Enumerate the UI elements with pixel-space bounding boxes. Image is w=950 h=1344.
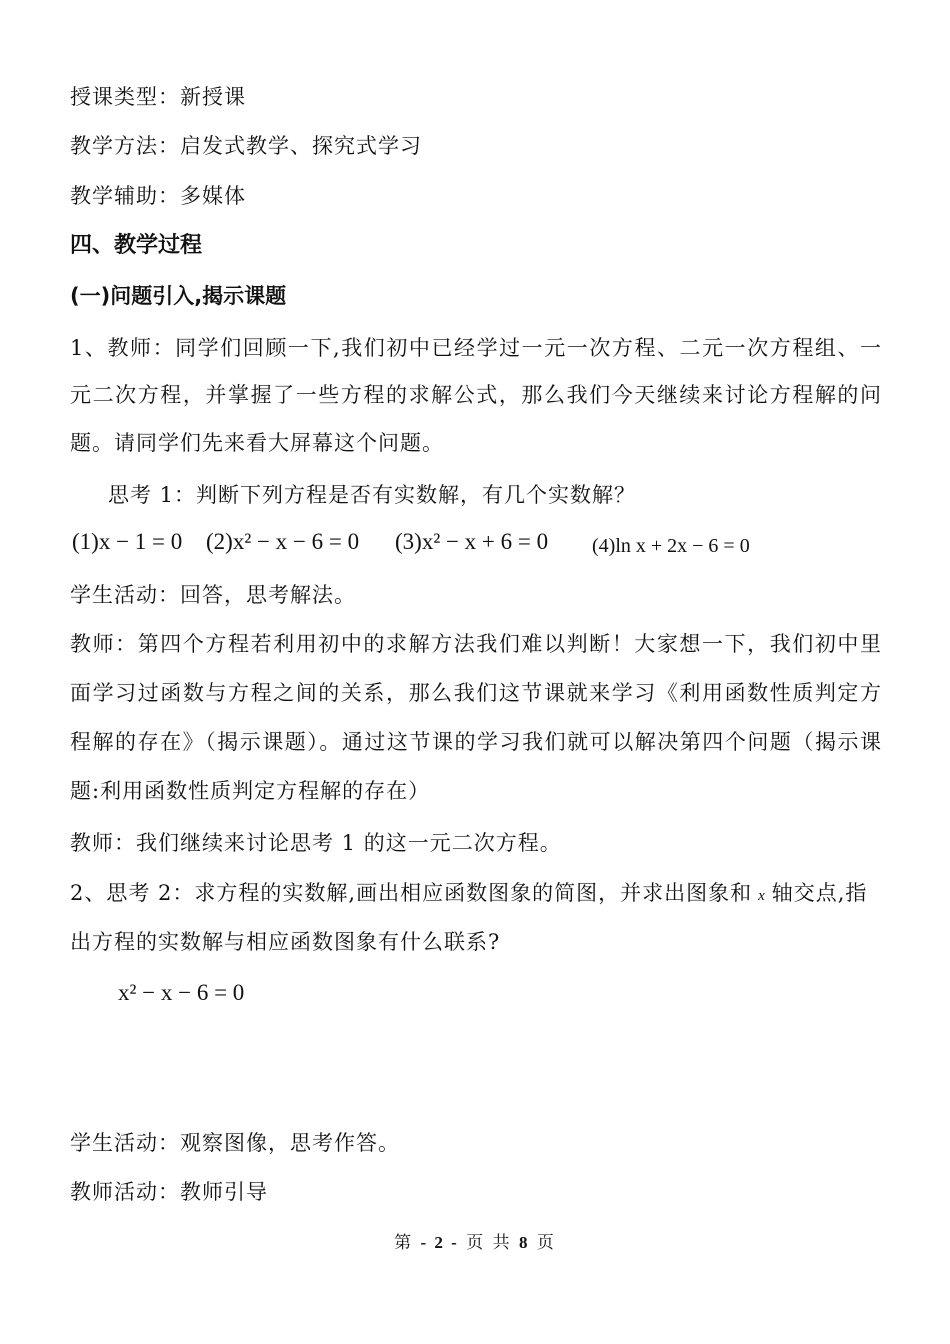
teacher-paragraph-line-1: 教师：第四个方程若利用初中的求解方法我们难以判断！大家想一下，我们初中里: [70, 632, 882, 656]
main-equation-text: x² − x − 6 = 0: [118, 980, 245, 1005]
page-footer: [0, 1228, 950, 1253]
equation-1: [72, 527, 182, 557]
equation-3: [395, 527, 548, 557]
think-2-line-1: [70, 878, 882, 911]
teacher-activity: 教师活动：教师引导: [70, 1180, 268, 1204]
paragraph-1-line-1: 1、教师：同学们回顾一下,我们初中已经学过一元一次方程、二元一次方程组、一: [70, 336, 882, 360]
equation-4: [592, 531, 750, 561]
subsection-heading: (一)问题引入,揭示课题: [70, 284, 287, 308]
student-activity-2: 学生活动：观察图像，思考作答。: [70, 1131, 400, 1155]
paragraph-1-line-2: 元二次方程，并掌握了一些方程的求解公式，那么我们今天继续来讨论方程解的问: [70, 383, 882, 407]
think-2-text-b: 轴交点,指: [771, 881, 868, 905]
equation-3-text: (3)x² − x + 6 = 0: [395, 529, 549, 554]
think-2-x-symbol: x: [758, 888, 766, 904]
teacher-paragraph-line-4: 题:利用函数性质判定方程解的存在）: [70, 779, 431, 803]
teaching-aid-line: 教学辅助：多媒体: [70, 184, 246, 208]
teacher-paragraph-line-3: 程解的存在》（揭示课题）。通过这节课的学习我们就可以解决第四个问题（揭示课: [70, 730, 882, 754]
lesson-type-line: 授课类型：新授课: [70, 85, 246, 109]
footer-prefix: 第: [394, 1233, 414, 1253]
equation-4-text: (4)ln x + 2x − 6 = 0: [592, 535, 750, 557]
section-heading: 四、教学过程: [70, 233, 203, 258]
think-2-text-a: 2、思考 2：求方程的实数解,画出相应函数图象的简图，并求出图象和: [70, 881, 753, 905]
think-2-line-2: 出方程的实数解与相应函数图象有什么联系?: [70, 930, 501, 954]
equation-2-text: (2)x² − x − 6 = 0: [206, 529, 360, 554]
paragraph-1-line-3: 题。请同学们先来看大屏幕这个问题。: [70, 431, 444, 455]
main-equation: [118, 978, 244, 1008]
footer-suffix: 页: [536, 1233, 556, 1253]
footer-page-number: - 2 -: [420, 1233, 459, 1252]
student-activity-1: 学生活动：回答，思考解法。: [70, 583, 356, 607]
teacher-line-2: 教师：我们继续来讨论思考 1 的这一元二次方程。: [70, 831, 562, 855]
equation-2: [206, 527, 359, 557]
footer-middle: 页 共: [466, 1233, 512, 1253]
equation-1-text: (1)x − 1 = 0: [72, 529, 183, 554]
think-1-question: 思考 1：判断下列方程是否有实数解，有几个实数解？: [108, 483, 637, 507]
teacher-paragraph-line-2: 面学习过函数与方程之间的关系，那么我们这节课就来学习《利用函数性质判定方: [70, 681, 882, 705]
teaching-method-line: 教学方法：启发式教学、探究式学习: [70, 134, 422, 158]
footer-total-pages: 8: [519, 1233, 530, 1252]
